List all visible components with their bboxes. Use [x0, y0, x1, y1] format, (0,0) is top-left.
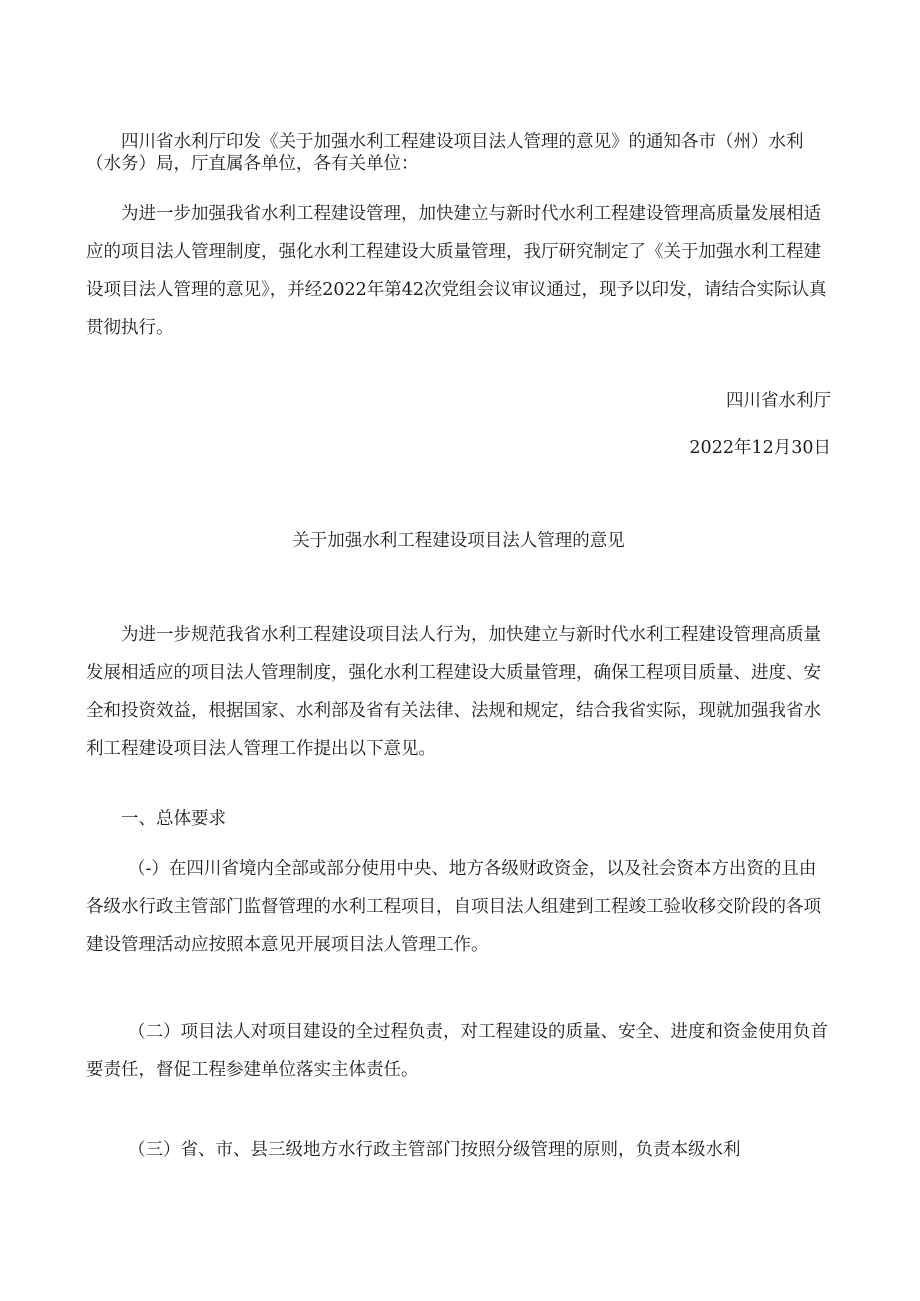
- opinion-title: 关于加强水利工程建设项目法人管理的意见: [292, 531, 625, 551]
- notice-body: 为进一步加强我省水利工程建设管理，加快建立与新时代水利工程建设管理高质量发展相适应的项目法人管理制度，强化水利工程建设大质量管理，我厅研究制定了《关于加强水利工程建设项目法人管理的意见》，并经2022年第42次党组会议审议通过，现予以印发，请结合实际认真贯彻执行。: [86, 204, 827, 338]
- notice-signature: 四川省水利厅: [726, 391, 831, 411]
- section-heading-1: 一、总体要求: [121, 809, 226, 829]
- notice-date: 2022年12月30日: [689, 438, 831, 458]
- opinion-item-3: （三）省、市、县三级地方水行政主管部门按照分级管理的原则，负责本级水利: [128, 1140, 741, 1160]
- opinion-intro: 为进一步规范我省水利工程建设项目法人行为，加快建立与新时代水利工程建设管理高质量发展相适应的项目法人管理制度，强化水利工程建设大质量管理，确保工程项目质量、进度、安全和投资效益，根据国家、水利部及省有关法律、法规和规定，结合我省实际，现就加强我省水利工程建设项目法人管理工作提出以下意见。: [86, 625, 821, 759]
- opinion-item-1: （-）在四川省境内全部或部分使用中央、地方各级财政资金，以及社会资本方出资的且由各级水行政主管部门监督管理的水利工程项目，自项目法人组建到工程竣工验收移交阶段的各项建设管理活动应按照本意见开展项目法人管理工作。: [86, 859, 821, 955]
- notice-heading: 四川省水利厅印发《关于加强水利工程建设项目法人管理的意见》的通知各市（州）水利（水务）局，厅直属各单位，各有关单位：: [86, 132, 804, 174]
- opinion-item-2: （二）项目法人对项目建设的全过程负责，对工程建设的质量、安全、进度和资金使用负首要责任，督促工程参建单位落实主体责任。: [86, 1022, 828, 1080]
